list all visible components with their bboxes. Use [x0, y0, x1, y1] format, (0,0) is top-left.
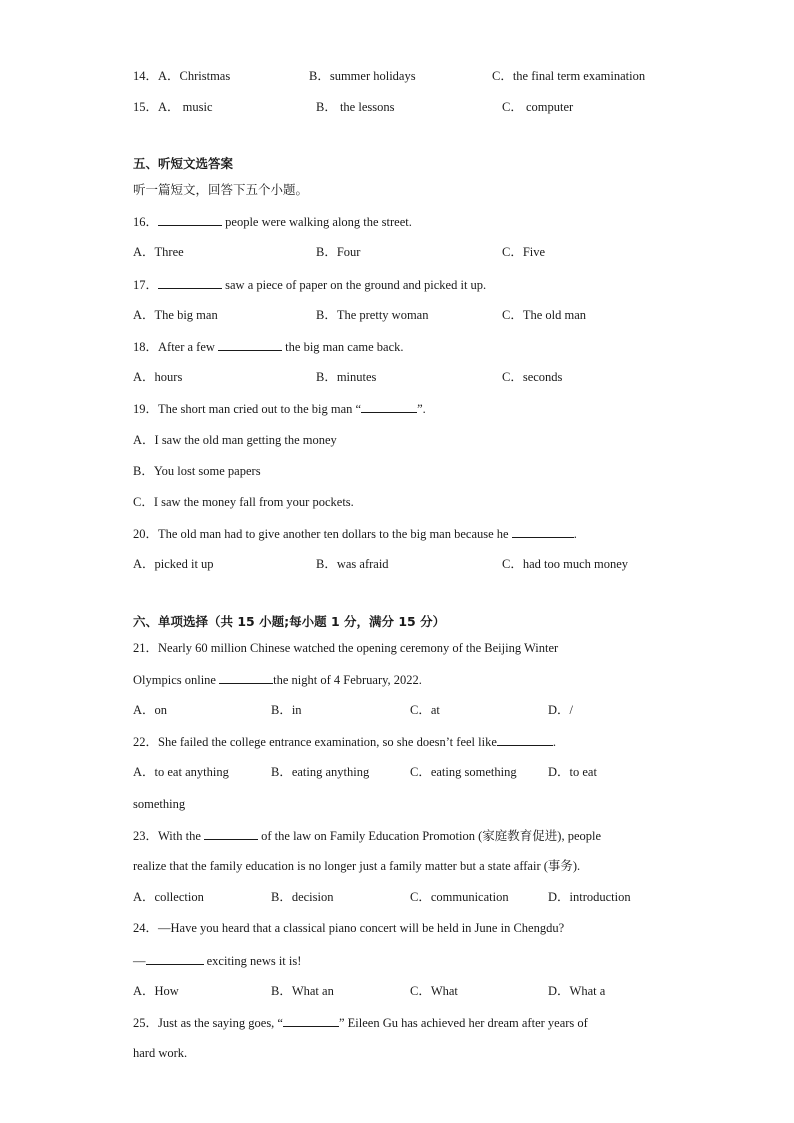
q24-text-after: exciting news it is! [203, 954, 302, 968]
q19-option-a: A．I saw the old man getting the money [133, 433, 337, 447]
question-19-stem [133, 400, 426, 417]
q21-option-b: B．in [271, 703, 302, 717]
q23-option-d: D．introduction [548, 890, 631, 904]
q22-option-d-wrap: something [133, 797, 186, 811]
q25-text-before: 25．Just as the saying goes, “ [133, 1016, 283, 1030]
q24-option-d: D．What a [548, 984, 606, 998]
q25-text-after: ” Eileen Gu has achieved her dream after years of [338, 1016, 588, 1030]
q17-option-a: A．The big man [133, 308, 218, 322]
answer-blank [219, 671, 273, 684]
q15-option-b: B． the lessons [316, 100, 395, 114]
question-22-stem [133, 733, 556, 750]
q17-text: saw a piece of paper on the ground and picked it up. [222, 278, 487, 292]
answer-blank [158, 276, 222, 289]
q18-text-after: the big man came back. [282, 340, 404, 354]
q17-option-b: B．The pretty woman [316, 308, 429, 322]
answer-blank [218, 338, 282, 351]
q17-option-c: C．The old man [502, 308, 587, 322]
q23-option-c: C．communication [410, 890, 509, 904]
q19-text-after: ”. [417, 402, 426, 416]
section-5-instruction: 听一篇短文，回答下五个小题。 [133, 182, 309, 197]
q19-text-before: 19．The short man cried out to the big man “ [133, 402, 362, 416]
question-21-line-2 [133, 671, 422, 688]
q24-option-a: A．How [133, 984, 179, 998]
q24-option-c: C．What [410, 984, 458, 998]
question-20-stem [133, 525, 577, 542]
q14-option-c: C．the final term examination [492, 69, 646, 83]
q22-option-a: A．to eat anything [133, 765, 229, 779]
answer-blank [361, 400, 417, 413]
question-25-line-2: hard work. [133, 1046, 188, 1060]
q16-option-c: C．Five [502, 245, 546, 259]
q23-text-after: of the law on Family Education Promotion (家庭教育促进), people [258, 829, 602, 843]
question-23-line-1 [133, 827, 601, 844]
answer-blank [512, 525, 574, 538]
q17-number: 17． [133, 278, 159, 292]
question-16-stem [133, 213, 412, 230]
answer-blank [158, 213, 222, 226]
section-5-title: 五、听短文选答案 [133, 156, 234, 171]
q22-option-b: B．eating anything [271, 765, 370, 779]
q23-option-b: B．decision [271, 890, 334, 904]
q18-option-a: A．hours [133, 370, 183, 384]
question-23-line-2: realize that the family education is no longer just a family matter but a state affair (事务). [133, 859, 581, 873]
q21-option-d: D．/ [548, 703, 574, 717]
q20-text-before: 20．The old man had to give another ten dollars to the big man because he [133, 527, 512, 541]
q20-option-c: C．had too much money [502, 557, 629, 571]
question-25-line-1 [133, 1014, 588, 1031]
q24-option-b: B．What an [271, 984, 334, 998]
q18-text-before: 18．After a few [133, 340, 219, 354]
q16-text: people were walking along the street. [222, 215, 412, 229]
q22-text-after: . [552, 735, 557, 749]
q21-option-c: C．at [410, 703, 440, 717]
q19-option-b: B．You lost some papers [133, 464, 261, 478]
q16-number: 16． [133, 215, 159, 229]
q22-text-before: 22．She failed the college entrance examination, so she doesn’t feel like [133, 735, 497, 749]
q22-option-c: C．eating something [410, 765, 517, 779]
q15-option-a: 15．A． music [133, 100, 213, 114]
q20-text-after: . [573, 527, 577, 541]
q18-option-b: B．minutes [316, 370, 377, 384]
q21-text-before: Olympics online [133, 673, 220, 687]
question-24-line-1: 24．—Have you heard that a classical piano concert will be held in June in Chengdu? [133, 921, 565, 935]
q15-option-c: C． computer [502, 100, 574, 114]
answer-blank [283, 1014, 339, 1027]
q18-option-c: C．seconds [502, 370, 563, 384]
q23-option-a: A．collection [133, 890, 204, 904]
question-17-stem [133, 276, 486, 293]
q20-option-a: A．picked it up [133, 557, 214, 571]
answer-blank [497, 733, 553, 746]
answer-blank [146, 952, 204, 965]
q16-option-b: B．Four [316, 245, 361, 259]
answer-blank [204, 827, 258, 840]
q14-option-a: 14．A．Christmas [133, 69, 231, 83]
q14-option-b: B．summer holidays [309, 69, 416, 83]
q19-option-c: C．I saw the money fall from your pockets. [133, 495, 354, 509]
q22-option-d: D．to eat [548, 765, 597, 779]
q21-text-after: the night of 4 February, 2022. [273, 673, 422, 687]
question-18-stem [133, 338, 404, 355]
q21-option-a: A．on [133, 703, 168, 717]
q24-text-before: — [133, 954, 146, 968]
question-24-line-2 [133, 952, 301, 969]
q23-text-before: 23．With the [133, 829, 205, 843]
q20-option-b: B．was afraid [316, 557, 389, 571]
q16-option-a: A．Three [133, 245, 184, 259]
section-6-title: 六、单项选择（共 15 小题;每小题 1 分，满分 15 分） [133, 614, 446, 629]
question-21-line-1: 21．Nearly 60 million Chinese watched the opening ceremony of the Beijing Winter [133, 641, 559, 655]
